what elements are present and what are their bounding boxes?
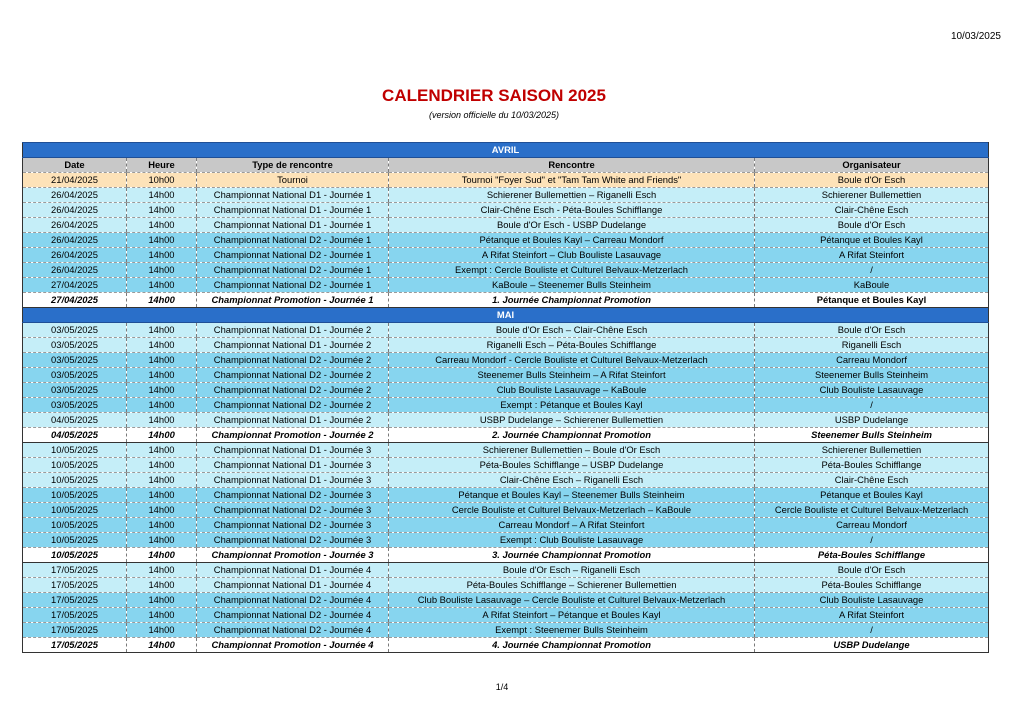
match-type-cell: Championnat National D1 - Journée 1 [197, 188, 389, 203]
match-type-cell: Championnat National D1 - Journée 2 [197, 323, 389, 338]
page-subtitle: (version officielle du 10/03/2025) [428, 110, 560, 120]
table-row [23, 443, 989, 458]
date-cell: 04/05/2025 [23, 413, 127, 428]
time-cell: 14h00 [127, 203, 197, 218]
table-row [23, 563, 989, 578]
match-type-cell: Championnat National D2 - Journée 1 [197, 233, 389, 248]
organizer-cell: Clair-Chêne Esch [755, 203, 989, 218]
match-type-cell: Championnat National D1 - Journée 2 [197, 413, 389, 428]
time-cell: 14h00 [127, 608, 197, 623]
match-cell: Steenemer Bulls Steinheim – A Rifat Steinfort [389, 368, 755, 383]
date-cell: 10/05/2025 [23, 533, 127, 548]
organizer-cell: Club Bouliste Lasauvage [755, 593, 989, 608]
organizer-cell: USBP Dudelange [755, 413, 989, 428]
table-row [23, 428, 989, 443]
column-header: Organisateur [755, 158, 989, 173]
date-cell: 26/04/2025 [23, 233, 127, 248]
time-cell: 14h00 [127, 488, 197, 503]
table-row [23, 278, 989, 293]
match-cell: Exempt : Club Bouliste Lasauvage [389, 533, 755, 548]
month-label: AVRIL [23, 143, 989, 158]
match-type-cell: Championnat National D1 - Journée 3 [197, 458, 389, 473]
match-type-cell: Championnat National D2 - Journée 2 [197, 353, 389, 368]
time-cell: 14h00 [127, 293, 197, 308]
date-cell: 03/05/2025 [23, 323, 127, 338]
match-type-cell: Championnat National D1 - Journée 2 [197, 338, 389, 353]
match-type-cell: Championnat Promotion - Journée 4 [197, 638, 389, 653]
organizer-cell: Steenemer Bulls Steinheim [755, 428, 989, 443]
match-cell: Cercle Bouliste et Culturel Belvaux-Metzerlach – KaBoule [389, 503, 755, 518]
time-cell: 14h00 [127, 458, 197, 473]
table-row [23, 263, 989, 278]
time-cell: 14h00 [127, 353, 197, 368]
match-cell: 1. Journée Championnat Promotion [389, 293, 755, 308]
date-cell: 10/05/2025 [23, 473, 127, 488]
organizer-cell: Pétanque et Boules Kayl [755, 293, 989, 308]
match-cell: Carreau Mondorf – A Rifat Steinfort [389, 518, 755, 533]
time-cell: 14h00 [127, 578, 197, 593]
table-header-row [23, 158, 989, 173]
date-cell: 03/05/2025 [23, 398, 127, 413]
date-cell: 17/05/2025 [23, 623, 127, 638]
time-cell: 14h00 [127, 218, 197, 233]
organizer-cell: Riganelli Esch [755, 338, 989, 353]
date-cell: 10/05/2025 [23, 443, 127, 458]
match-cell: Carreau Mondorf - Cercle Bouliste et Culturel Belvaux-Metzerlach [389, 353, 755, 368]
table-row [23, 518, 989, 533]
date-cell: 10/05/2025 [23, 503, 127, 518]
organizer-cell: Carreau Mondorf [755, 353, 989, 368]
date-cell: 26/04/2025 [23, 218, 127, 233]
table-row [23, 353, 989, 368]
date-cell: 04/05/2025 [23, 428, 127, 443]
date-cell: 10/05/2025 [23, 548, 127, 563]
organizer-cell: Schierener Bullemettien [755, 188, 989, 203]
table-row [23, 473, 989, 488]
match-type-cell: Championnat National D2 - Journée 2 [197, 368, 389, 383]
organizer-cell: Boule d'Or Esch [755, 218, 989, 233]
organizer-cell: / [755, 623, 989, 638]
match-type-cell: Championnat National D2 - Journée 3 [197, 518, 389, 533]
table-row [23, 398, 989, 413]
date-cell: 03/05/2025 [23, 383, 127, 398]
time-cell: 14h00 [127, 473, 197, 488]
organizer-cell: Boule d'Or Esch [755, 323, 989, 338]
date-cell: 03/05/2025 [23, 338, 127, 353]
date-cell: 10/05/2025 [23, 488, 127, 503]
table-row [23, 533, 989, 548]
match-cell: KaBoule – Steenemer Bulls Steinheim [389, 278, 755, 293]
organizer-cell: Cercle Bouliste et Culturel Belvaux-Metzerlach [755, 503, 989, 518]
table-row [23, 293, 989, 308]
date-cell: 17/05/2025 [23, 578, 127, 593]
time-cell: 14h00 [127, 338, 197, 353]
organizer-cell: / [755, 398, 989, 413]
match-cell: Tournoi "Foyer Sud" et "Tam Tam White and Friends" [389, 173, 755, 188]
match-cell: A Rifat Steinfort – Club Bouliste Lasauvage [389, 248, 755, 263]
table-row [23, 488, 989, 503]
date-cell: 26/04/2025 [23, 203, 127, 218]
organizer-cell: A Rifat Steinfort [755, 608, 989, 623]
match-type-cell: Championnat National D2 - Journée 2 [197, 383, 389, 398]
date-cell: 17/05/2025 [23, 608, 127, 623]
time-cell: 14h00 [127, 503, 197, 518]
match-type-cell: Championnat National D1 - Journée 1 [197, 218, 389, 233]
match-cell: Clair-Chêne Esch - Péta-Boules Schifflange [389, 203, 755, 218]
date-cell: 17/05/2025 [23, 638, 127, 653]
time-cell: 14h00 [127, 368, 197, 383]
table-row [23, 368, 989, 383]
match-cell: Boule d'Or Esch - USBP Dudelange [389, 218, 755, 233]
organizer-cell: Boule d'Or Esch [755, 173, 989, 188]
organizer-cell: Péta-Boules Schifflange [755, 458, 989, 473]
date-cell: 26/04/2025 [23, 188, 127, 203]
table-row [23, 638, 989, 653]
match-cell: Clair-Chêne Esch – Riganelli Esch [389, 473, 755, 488]
match-cell: Exempt : Steenemer Bulls Steinheim [389, 623, 755, 638]
time-cell: 14h00 [127, 593, 197, 608]
organizer-cell: Pétanque et Boules Kayl [755, 488, 989, 503]
table-row [23, 623, 989, 638]
organizer-cell: Péta-Boules Schifflange [755, 578, 989, 593]
time-cell: 14h00 [127, 428, 197, 443]
table-row [23, 173, 989, 188]
match-type-cell: Championnat National D1 - Journée 1 [197, 203, 389, 218]
date-cell: 26/04/2025 [23, 248, 127, 263]
match-type-cell: Championnat National D2 - Journée 4 [197, 608, 389, 623]
organizer-cell: Schierener Bullemettien [755, 443, 989, 458]
match-type-cell: Championnat National D1 - Journée 4 [197, 563, 389, 578]
time-cell: 14h00 [127, 443, 197, 458]
match-type-cell: Championnat National D2 - Journée 3 [197, 488, 389, 503]
column-header: Heure [127, 158, 197, 173]
organizer-cell: Steenemer Bulls Steinheim [755, 368, 989, 383]
column-header: Type de rencontre [197, 158, 389, 173]
date-cell: 26/04/2025 [23, 263, 127, 278]
match-type-cell: Championnat National D2 - Journée 4 [197, 623, 389, 638]
match-cell: Club Bouliste Lasauvage – Cercle Bouliste et Culturel Belvaux-Metzerlach [389, 593, 755, 608]
organizer-cell: USBP Dudelange [755, 638, 989, 653]
time-cell: 14h00 [127, 263, 197, 278]
time-cell: 14h00 [127, 638, 197, 653]
organizer-cell: KaBoule [755, 278, 989, 293]
organizer-cell: / [755, 263, 989, 278]
time-cell: 14h00 [127, 563, 197, 578]
table-row [23, 218, 989, 233]
time-cell: 14h00 [127, 323, 197, 338]
month-label: MAI [23, 308, 989, 323]
organizer-cell: Boule d'Or Esch [755, 563, 989, 578]
match-type-cell: Championnat Promotion - Journée 3 [197, 548, 389, 563]
table-row [23, 248, 989, 263]
date-cell: 17/05/2025 [23, 593, 127, 608]
calendar-body [23, 143, 989, 653]
column-header: Rencontre [389, 158, 755, 173]
table-row [23, 458, 989, 473]
time-cell: 14h00 [127, 533, 197, 548]
month-row [23, 143, 989, 158]
organizer-cell: A Rifat Steinfort [755, 248, 989, 263]
organizer-cell: Club Bouliste Lasauvage [755, 383, 989, 398]
time-cell: 14h00 [127, 233, 197, 248]
match-type-cell: Championnat National D2 - Journée 2 [197, 398, 389, 413]
time-cell: 14h00 [127, 623, 197, 638]
match-type-cell: Championnat National D1 - Journée 4 [197, 578, 389, 593]
date-cell: 03/05/2025 [23, 353, 127, 368]
date-cell: 10/05/2025 [23, 518, 127, 533]
match-type-cell: Championnat National D2 - Journée 4 [197, 593, 389, 608]
match-type-cell: Championnat National D2 - Journée 1 [197, 263, 389, 278]
table-row [23, 548, 989, 563]
table-row [23, 323, 989, 338]
match-cell: A Rifat Steinfort – Pétanque et Boules Kayl [389, 608, 755, 623]
time-cell: 14h00 [127, 248, 197, 263]
date-cell: 21/04/2025 [23, 173, 127, 188]
match-cell: Club Bouliste Lasauvage – KaBoule [389, 383, 755, 398]
page-number: 1/4 [495, 682, 509, 692]
match-type-cell: Championnat National D2 - Journée 1 [197, 278, 389, 293]
table-row [23, 503, 989, 518]
document-date: 10/03/2025 [950, 31, 1001, 42]
month-row [23, 308, 989, 323]
column-header: Date [23, 158, 127, 173]
table-row [23, 593, 989, 608]
table-row [23, 383, 989, 398]
match-type-cell: Championnat National D2 - Journée 3 [197, 533, 389, 548]
calendar-table [22, 142, 989, 653]
organizer-cell: Pétanque et Boules Kayl [755, 233, 989, 248]
time-cell: 14h00 [127, 413, 197, 428]
match-cell: Riganelli Esch – Péta-Boules Schifflange [389, 338, 755, 353]
match-cell: Schierener Bullemettien – Boule d'Or Esch [389, 443, 755, 458]
date-cell: 10/05/2025 [23, 458, 127, 473]
match-cell: Péta-Boules Schifflange – USBP Dudelange [389, 458, 755, 473]
time-cell: 14h00 [127, 383, 197, 398]
match-type-cell: Championnat National D1 - Journée 3 [197, 473, 389, 488]
table-row [23, 233, 989, 248]
time-cell: 14h00 [127, 278, 197, 293]
match-cell: Péta-Boules Schifflange – Schierener Bullemettien [389, 578, 755, 593]
match-type-cell: Championnat Promotion - Journée 2 [197, 428, 389, 443]
table-row [23, 413, 989, 428]
match-cell: Boule d'Or Esch – Clair-Chêne Esch [389, 323, 755, 338]
organizer-cell: Carreau Mondorf [755, 518, 989, 533]
date-cell: 27/04/2025 [23, 293, 127, 308]
match-cell: Exempt : Cercle Bouliste et Culturel Belvaux-Metzerlach [389, 263, 755, 278]
match-cell: USBP Dudelange – Schierener Bullemettien [389, 413, 755, 428]
time-cell: 10h00 [127, 173, 197, 188]
match-cell: 2. Journée Championnat Promotion [389, 428, 755, 443]
page-title: CALENDRIER SAISON 2025 [382, 86, 606, 105]
time-cell: 14h00 [127, 518, 197, 533]
table-row [23, 578, 989, 593]
match-cell: 4. Journée Championnat Promotion [389, 638, 755, 653]
table-row [23, 608, 989, 623]
match-cell: 3. Journée Championnat Promotion [389, 548, 755, 563]
table-row [23, 338, 989, 353]
date-cell: 03/05/2025 [23, 368, 127, 383]
match-type-cell: Championnat National D2 - Journée 3 [197, 503, 389, 518]
table-row [23, 188, 989, 203]
date-cell: 17/05/2025 [23, 563, 127, 578]
time-cell: 14h00 [127, 398, 197, 413]
match-cell: Exempt : Pétanque et Boules Kayl [389, 398, 755, 413]
organizer-cell: Péta-Boules Schifflange [755, 548, 989, 563]
match-type-cell: Championnat National D2 - Journée 1 [197, 248, 389, 263]
match-type-cell: Tournoi [197, 173, 389, 188]
match-type-cell: Championnat National D1 - Journée 3 [197, 443, 389, 458]
match-cell: Boule d'Or Esch – Riganelli Esch [389, 563, 755, 578]
time-cell: 14h00 [127, 188, 197, 203]
date-cell: 27/04/2025 [23, 278, 127, 293]
time-cell: 14h00 [127, 548, 197, 563]
organizer-cell: / [755, 533, 989, 548]
match-cell: Pétanque et Boules Kayl – Carreau Mondorf [389, 233, 755, 248]
organizer-cell: Clair-Chêne Esch [755, 473, 989, 488]
match-type-cell: Championnat Promotion - Journée 1 [197, 293, 389, 308]
match-cell: Schierener Bullemettien – Riganelli Esch [389, 188, 755, 203]
match-cell: Pétanque et Boules Kayl – Steenemer Bulls Steinheim [389, 488, 755, 503]
table-row [23, 203, 989, 218]
